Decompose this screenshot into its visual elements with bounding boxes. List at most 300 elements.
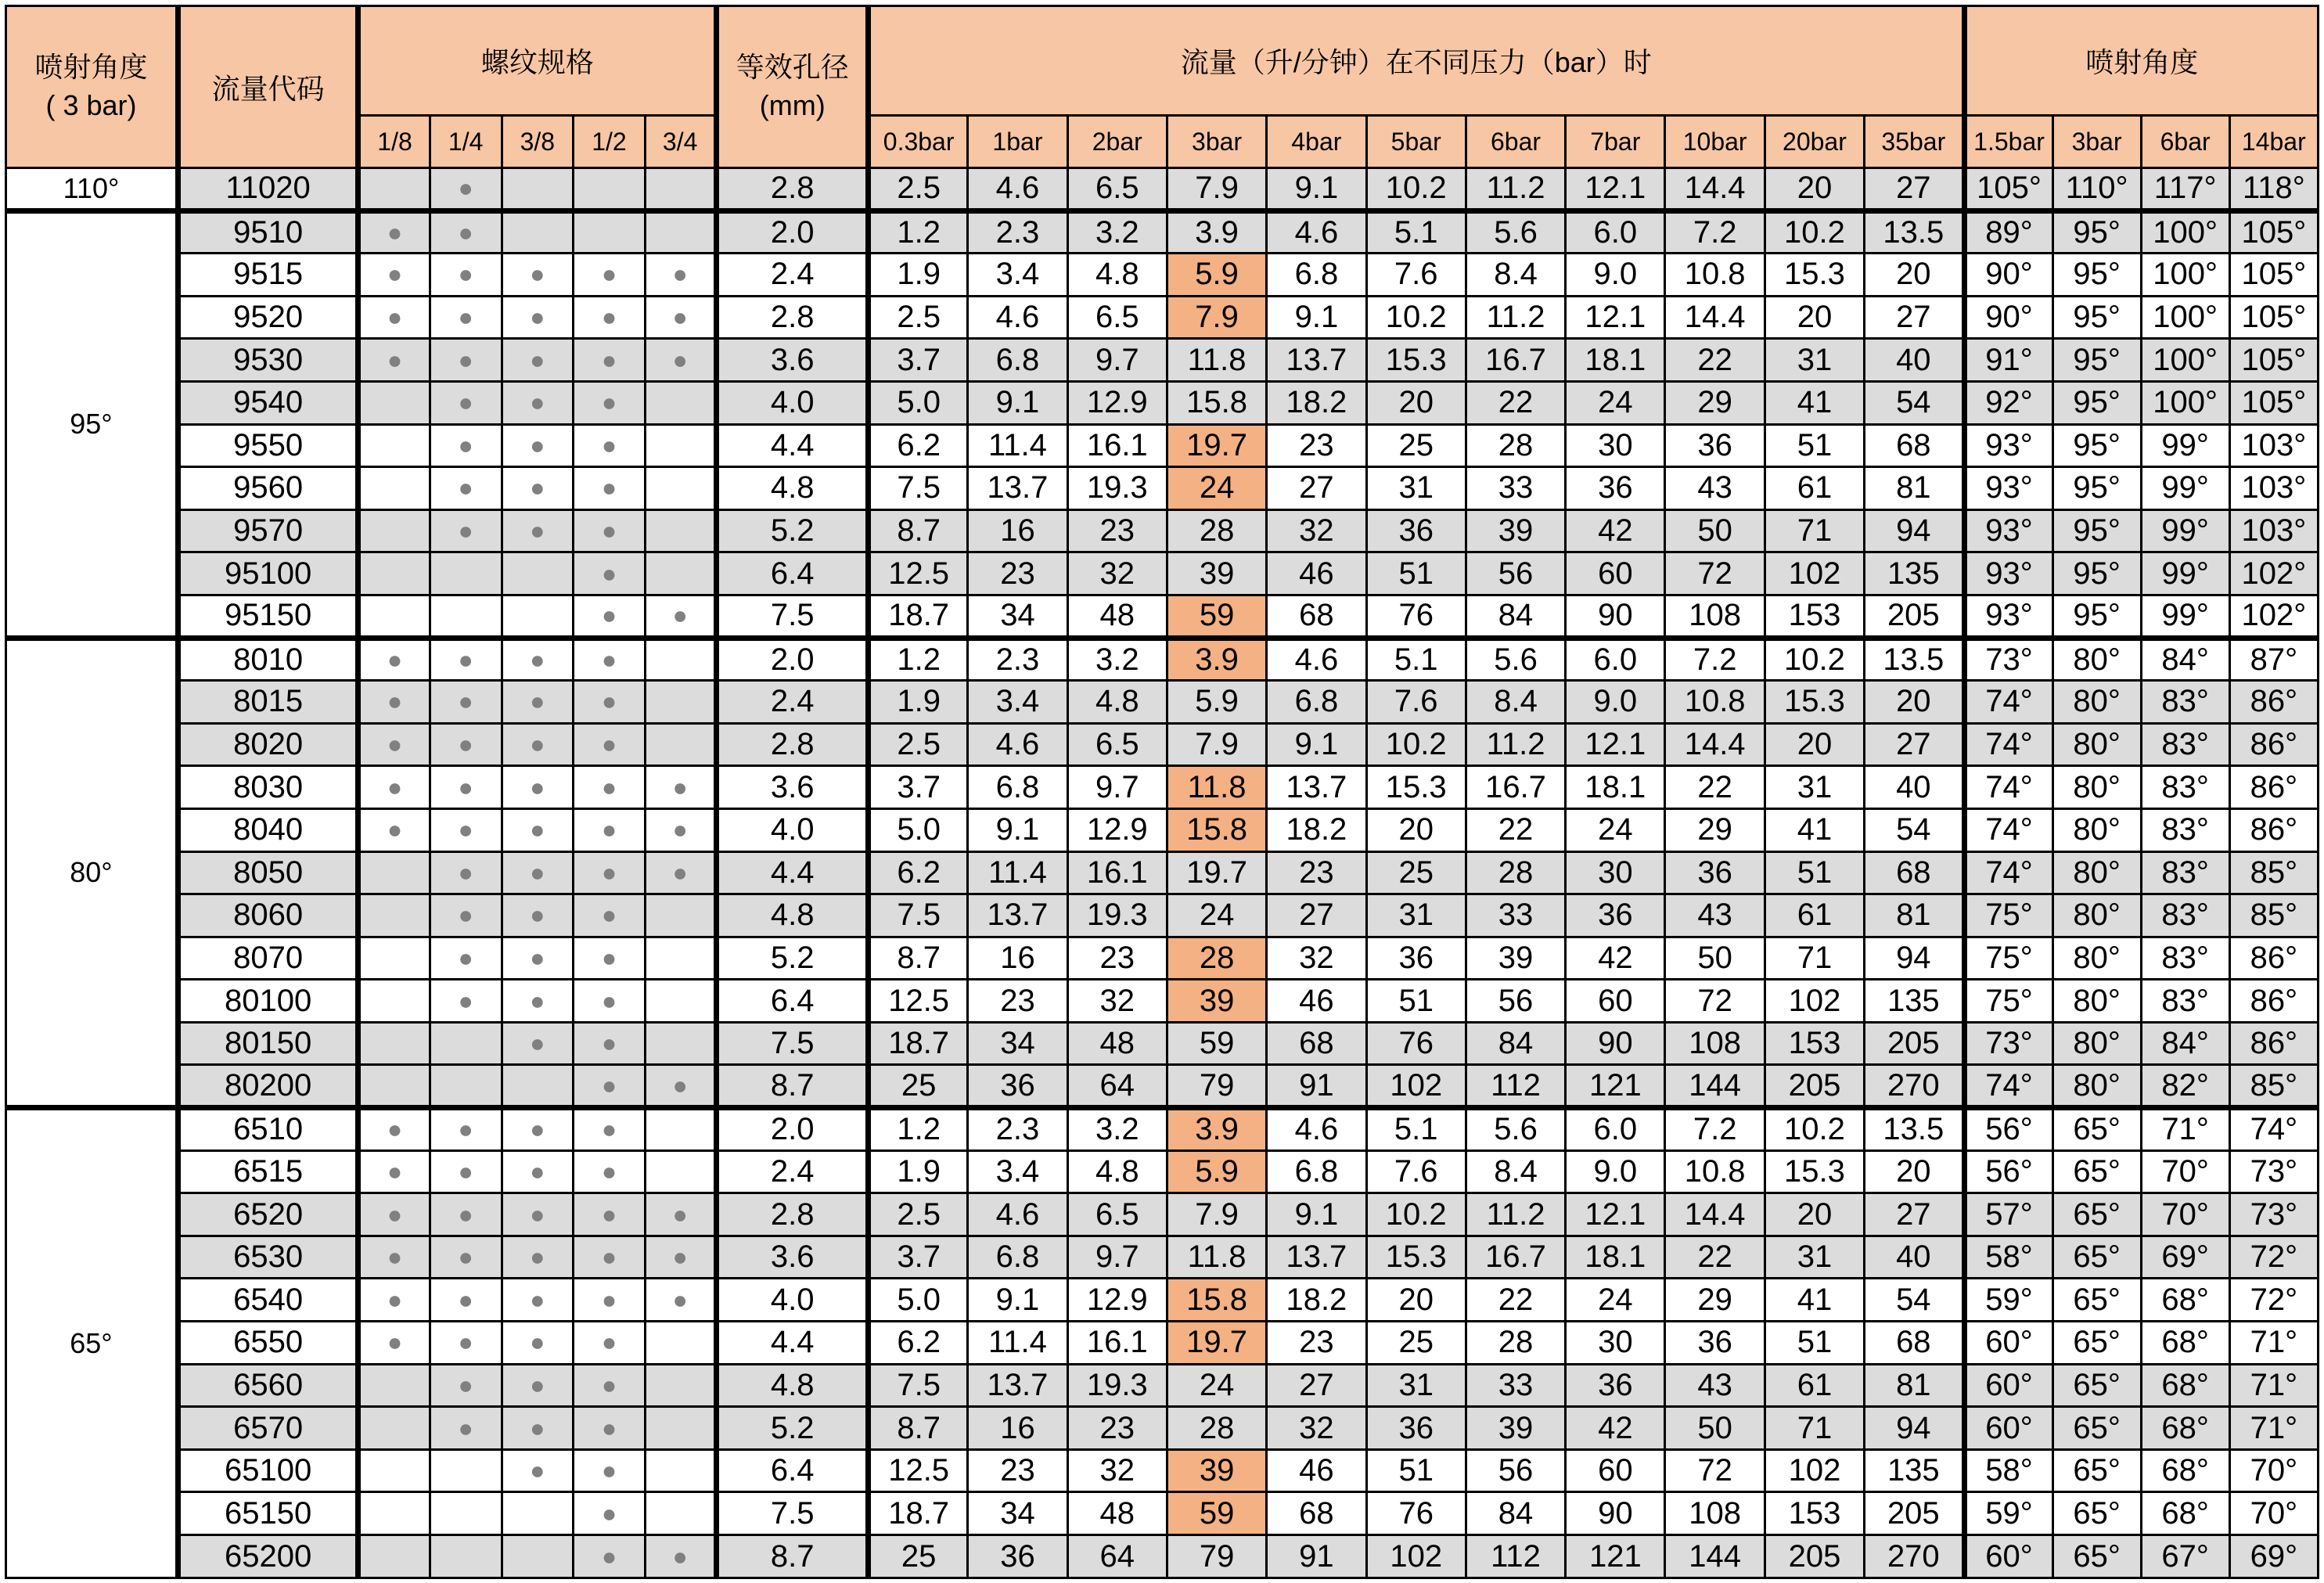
thread-availability-cell: ● [430,681,502,724]
flow-value-cell: 23 [968,980,1067,1023]
spray-angle-value-cell: 99° [2141,509,2229,552]
flow-value-cell: 56 [1466,980,1565,1023]
flow-value-cell: 5.9 [1167,1150,1266,1193]
flow-code-cell: 6560 [178,1364,358,1407]
flow-value-cell: 9.0 [1566,1150,1665,1193]
orifice-cell: 4.0 [717,381,869,424]
thread-availability-cell [358,1535,430,1578]
thread-availability-cell [358,1407,430,1450]
spray-angle-value-cell: 68° [2141,1492,2229,1535]
flow-code-cell: 9540 [178,381,358,424]
flow-value-cell: 15.3 [1366,1236,1466,1279]
flow-value-cell: 5.9 [1167,254,1266,297]
flow-value-cell: 9.1 [1267,1193,1366,1236]
orifice-cell: 4.4 [717,1322,869,1365]
spray-angle-value-cell: 83° [2141,937,2229,980]
flow-value-cell: 46 [1267,980,1366,1023]
flow-value-cell: 12.1 [1566,296,1665,339]
spray-angle-value-cell: 80° [2052,937,2141,980]
thread-availability-cell: ● [574,552,646,595]
thread-size-header: 3/4 [645,116,717,168]
spray-angle-value-cell: 105° [2229,254,2318,297]
flow-value-cell: 7.2 [1665,210,1765,254]
thread-availability-cell: ● [430,638,502,681]
flow-value-cell: 79 [1167,1535,1266,1578]
flow-value-cell: 27 [1267,1364,1366,1407]
flow-value-cell: 15.3 [1765,254,1864,297]
flow-value-cell: 12.1 [1566,723,1665,766]
orifice-cell: 2.0 [717,638,869,681]
spray-angle-value-cell: 60° [1964,1407,2052,1450]
spray-angle-value-cell: 100° [2141,210,2229,254]
spray-angle-value-cell: 59° [1964,1279,2052,1322]
flow-value-cell: 36 [968,1065,1067,1108]
spray-angle-value-cell: 56° [1964,1108,2052,1151]
table-row [6,1322,2319,1365]
thread-availability-cell: ● [502,766,574,809]
flow-value-cell: 11.4 [968,851,1067,894]
flow-value-cell: 3.9 [1167,210,1266,254]
thread-availability-cell [358,1492,430,1535]
flow-value-cell: 8.4 [1466,254,1565,297]
thread-availability-cell [430,552,502,595]
flow-value-cell: 9.1 [968,381,1067,424]
thread-availability-cell: ● [574,381,646,424]
orifice-cell: 4.0 [717,808,869,851]
flow-value-cell: 4.6 [1267,210,1366,254]
flow-value-cell: 42 [1566,937,1665,980]
table-row [6,339,2319,382]
flow-value-cell: 4.8 [1067,254,1167,297]
flow-value-cell: 32 [1267,937,1366,980]
flow-value-cell: 30 [1566,851,1665,894]
flow-value-cell: 3.4 [968,254,1067,297]
thread-availability-cell: ● [430,1193,502,1236]
spray-angle-value-cell: 86° [2229,808,2318,851]
thread-availability-cell: ● [574,808,646,851]
flow-rate-header [868,6,1964,116]
thread-availability-cell: ● [502,1322,574,1365]
thread-availability-cell [645,1022,717,1065]
flow-value-cell: 27 [1865,296,1964,339]
flow-value-cell: 29 [1665,1279,1765,1322]
flow-value-cell: 9.7 [1067,766,1167,809]
spray-angle-value-cell: 95° [2052,339,2141,382]
table-row [6,1449,2319,1492]
flow-value-cell: 10.2 [1366,723,1466,766]
thread-availability-cell: ● [430,168,502,211]
spray-angle-value-cell: 100° [2141,296,2229,339]
flow-value-cell: 6.5 [1067,296,1167,339]
flow-value-cell: 8.4 [1466,1150,1565,1193]
thread-availability-cell: ● [430,894,502,937]
table-row [6,467,2319,510]
thread-availability-cell: ● [430,937,502,980]
thread-availability-cell [358,509,430,552]
flow-value-cell: 68 [1865,1322,1964,1365]
flow-value-cell: 135 [1865,1449,1964,1492]
thread-availability-cell [502,210,574,254]
spray-angle-value-cell: 95° [2052,424,2141,467]
flow-value-cell: 22 [1665,1236,1765,1279]
spray-angle-value-cell: 117° [2141,168,2229,211]
spray-angle-value-cell: 59° [1964,1492,2052,1535]
flow-value-cell: 84 [1466,595,1565,638]
thread-availability-cell [645,424,717,467]
flow-value-cell: 76 [1366,1022,1466,1065]
flow-value-cell: 2.5 [868,296,967,339]
spray-angle-value-cell: 83° [2141,766,2229,809]
thread-availability-cell [645,467,717,510]
thread-availability-cell: ● [574,1535,646,1578]
flow-value-cell: 102 [1366,1065,1466,1108]
spray-angle-value-cell: 86° [2229,681,2318,724]
flow-value-cell: 18.1 [1566,339,1665,382]
thread-availability-cell: ● [430,808,502,851]
thread-availability-cell: ● [502,467,574,510]
spray-angle-value-cell: 93° [1964,424,2052,467]
flow-value-cell: 25 [1366,1322,1466,1365]
spray-angle-value-cell: 69° [2141,1236,2229,1279]
thread-availability-cell [358,595,430,638]
flow-value-cell: 3.9 [1167,638,1266,681]
spray-angle-value-cell: 89° [1964,210,2052,254]
flow-value-cell: 7.2 [1665,1108,1765,1151]
flow-value-cell: 19.7 [1167,1322,1266,1365]
spray-angle-value-cell: 86° [2229,980,2318,1023]
flow-code-cell: 9510 [178,210,358,254]
flow-value-cell: 94 [1865,937,1964,980]
table-row [6,1279,2319,1322]
orifice-cell: 2.4 [717,254,869,297]
flow-value-cell: 23 [1267,1322,1366,1365]
thread-availability-cell: ● [430,509,502,552]
flow-value-cell: 2.3 [968,1108,1067,1151]
flow-value-cell: 10.8 [1665,681,1765,724]
thread-availability-cell: ● [574,894,646,937]
spray-angle-value-cell: 82° [2141,1065,2229,1108]
flow-code-header-text: 流量代码 [211,72,325,105]
thread-availability-cell: ● [502,424,574,467]
flow-value-cell: 3.2 [1067,210,1167,254]
flow-value-cell: 76 [1366,1492,1466,1535]
table-body [6,168,2319,1578]
thread-availability-cell: ● [574,595,646,638]
flow-value-cell: 13.5 [1865,638,1964,681]
spray-angle-value-cell: 68° [2141,1322,2229,1365]
thread-availability-cell [645,1449,717,1492]
flow-value-cell: 94 [1865,509,1964,552]
spray-angle-value-cell: 80° [2052,1022,2141,1065]
spray-angle-value-cell: 68° [2141,1279,2229,1322]
flow-value-cell: 12.5 [868,980,967,1023]
flow-value-cell: 205 [1765,1065,1864,1108]
flow-value-cell: 3.2 [1067,638,1167,681]
spray-angle-value-cell: 86° [2229,1022,2318,1065]
spray-angle-value-cell: 83° [2141,851,2229,894]
thread-availability-cell: ● [574,1236,646,1279]
flow-value-cell: 33 [1466,1364,1565,1407]
thread-availability-cell: ● [502,1407,574,1450]
table-row [6,424,2319,467]
spray-angle-value-cell: 86° [2229,723,2318,766]
spray-angle-value-cell: 67° [2141,1535,2229,1578]
flow-value-cell: 13.7 [968,467,1067,510]
flow-value-cell: 22 [1466,381,1565,424]
orifice-header [717,6,869,168]
flow-value-cell: 60 [1566,552,1665,595]
thread-availability-cell [645,980,717,1023]
orifice-cell: 4.8 [717,894,869,937]
orifice-cell: 2.4 [717,1150,869,1193]
thread-spec-header [358,6,717,116]
thread-availability-cell: ● [358,296,430,339]
flow-value-cell: 144 [1665,1535,1765,1578]
flow-value-cell: 112 [1466,1535,1565,1578]
flow-value-cell: 7.6 [1366,1150,1466,1193]
flow-value-cell: 72 [1665,1449,1765,1492]
flow-value-cell: 7.2 [1665,638,1765,681]
spray-angle-value-cell: 60° [1964,1535,2052,1578]
flow-value-cell: 9.1 [1267,168,1366,211]
flow-code-cell: 9560 [178,467,358,510]
flow-value-cell: 13.7 [968,894,1067,937]
flow-value-cell: 5.6 [1466,638,1565,681]
flow-value-cell: 23 [968,552,1067,595]
orifice-cell: 7.5 [717,1022,869,1065]
flow-value-cell: 50 [1665,1407,1765,1450]
flow-value-cell: 3.2 [1067,1108,1167,1151]
spray-angle-value-cell: 65° [2052,1279,2141,1322]
flow-value-cell: 50 [1665,937,1765,980]
flow-value-cell: 84 [1466,1492,1565,1535]
flow-value-cell: 1.2 [868,1108,967,1151]
flow-value-cell: 28 [1466,424,1565,467]
flow-value-cell: 10.2 [1366,296,1466,339]
orifice-cell: 8.7 [717,1065,869,1108]
spray-angle-value-cell: 90° [1964,296,2052,339]
flow-value-cell: 40 [1865,766,1964,809]
flow-value-cell: 11.2 [1466,1193,1565,1236]
spray-angle-value-cell: 105° [2229,339,2318,382]
flow-code-cell: 8015 [178,681,358,724]
thread-availability-cell [645,1364,717,1407]
flow-value-cell: 6.8 [1267,254,1366,297]
flow-value-cell: 10.2 [1366,168,1466,211]
thread-availability-cell [645,1108,717,1151]
flow-value-cell: 7.5 [868,894,967,937]
thread-availability-cell: ● [358,766,430,809]
spray-angle-value-cell: 103° [2229,509,2318,552]
thread-availability-cell: ● [645,851,717,894]
flow-value-cell: 68 [1267,1022,1366,1065]
thread-availability-cell [645,937,717,980]
flow-value-cell: 5.1 [1366,638,1466,681]
flow-value-cell: 46 [1267,552,1366,595]
thread-availability-cell: ● [430,254,502,297]
thread-availability-cell: ● [358,1193,430,1236]
thread-availability-cell: ● [574,424,646,467]
spray-angle-value-cell: 65° [2052,1322,2141,1365]
spray-angle-value-cell: 83° [2141,980,2229,1023]
flow-value-cell: 20 [1865,681,1964,724]
thread-availability-cell [645,723,717,766]
flow-code-cell: 8060 [178,894,358,937]
thread-availability-cell [358,424,430,467]
thread-availability-cell: ● [502,808,574,851]
flow-value-cell: 23 [1067,509,1167,552]
flow-value-cell: 153 [1765,1022,1864,1065]
thread-availability-cell: ● [358,210,430,254]
flow-code-cell: 9520 [178,296,358,339]
spray-angle-value-cell: 80° [2052,723,2141,766]
flow-value-cell: 24 [1167,894,1266,937]
spray-angle-value-cell: 68° [2141,1407,2229,1450]
flow-value-cell: 51 [1366,1449,1466,1492]
thread-availability-cell [645,1322,717,1365]
flow-value-cell: 28 [1167,1407,1266,1450]
spray-angle-value-cell: 102° [2229,552,2318,595]
spray-angle-value-cell: 58° [1964,1236,2052,1279]
flow-value-cell: 90 [1566,1492,1665,1535]
pressure-header: 2bar [1067,116,1167,168]
flow-code-cell: 9550 [178,424,358,467]
flow-value-cell: 59 [1167,1022,1266,1065]
spray-angle-value-cell: 95° [2052,381,2141,424]
spray-angle-value-cell: 70° [2229,1492,2318,1535]
flow-value-cell: 1.9 [868,1150,967,1193]
flow-value-cell: 27 [1267,467,1366,510]
thread-availability-cell [358,381,430,424]
flow-value-cell: 32 [1267,509,1366,552]
flow-value-cell: 36 [1566,1364,1665,1407]
orifice-cell: 4.4 [717,424,869,467]
thread-availability-cell: ● [430,467,502,510]
spray-angle-value-cell: 58° [1964,1449,2052,1492]
table-row [6,638,2319,681]
spray-angle-value-cell: 74° [2229,1108,2318,1151]
pressure-header: 5bar [1366,116,1466,168]
thread-availability-cell [645,1407,717,1450]
pressure-header: 4bar [1267,116,1366,168]
orifice-cell: 3.6 [717,766,869,809]
flow-value-cell: 11.2 [1466,296,1565,339]
flow-value-cell: 39 [1167,552,1266,595]
table-row [6,254,2319,297]
thread-availability-cell: ● [574,1322,646,1365]
flow-value-cell: 20 [1366,1279,1466,1322]
thread-availability-cell [645,168,717,211]
thread-availability-cell: ● [502,937,574,980]
spray-angle-group-cell: 110° [6,168,178,211]
flow-value-cell: 32 [1067,1449,1167,1492]
flow-value-cell: 13.7 [1267,766,1366,809]
thread-availability-cell: ● [574,1492,646,1535]
flow-value-cell: 31 [1366,894,1466,937]
flow-value-cell: 5.9 [1167,681,1266,724]
spray-angle-value-cell: 83° [2141,894,2229,937]
flow-value-cell: 36 [1665,1322,1765,1365]
flow-value-cell: 13.5 [1865,1108,1964,1151]
thread-availability-cell [502,168,574,211]
spray-angle-value-cell: 71° [2229,1364,2318,1407]
table-row [6,168,2319,211]
flow-value-cell: 6.2 [868,1322,967,1365]
spray-angle-value-cell: 99° [2141,595,2229,638]
flow-value-cell: 18.2 [1267,808,1366,851]
orifice-cell: 7.5 [717,1492,869,1535]
orifice-cell: 2.0 [717,210,869,254]
flow-value-cell: 36 [1566,894,1665,937]
table-row [6,681,2319,724]
flow-value-cell: 7.5 [868,1364,967,1407]
flow-value-cell: 16.7 [1466,766,1565,809]
thread-availability-cell [358,552,430,595]
flow-value-cell: 19.3 [1067,467,1167,510]
flow-value-cell: 12.5 [868,552,967,595]
spray-angle-value-cell: 83° [2141,808,2229,851]
thread-availability-cell: ● [574,851,646,894]
orifice-header-text: 等效孔径 (mm) [736,51,849,121]
flow-code-cell: 80150 [178,1022,358,1065]
thread-availability-cell: ● [574,1279,646,1322]
spray-angle-value-cell: 99° [2141,552,2229,595]
flow-value-cell: 54 [1865,1279,1964,1322]
flow-value-cell: 121 [1566,1535,1665,1578]
flow-value-cell: 6.8 [968,1236,1067,1279]
spray-angle-value-cell: 65° [2052,1449,2141,1492]
spray-angle-value-cell: 95° [2052,210,2141,254]
flow-code-cell: 6540 [178,1279,358,1322]
spray-angle-value-cell: 103° [2229,467,2318,510]
flow-value-cell: 6.2 [868,424,967,467]
flow-value-cell: 28 [1167,509,1266,552]
flow-value-cell: 39 [1167,1449,1266,1492]
spray-angle-value-cell: 99° [2141,467,2229,510]
flow-value-cell: 31 [1765,1236,1864,1279]
spray-angle-value-cell: 73° [2229,1193,2318,1236]
flow-value-cell: 20 [1366,808,1466,851]
orifice-cell: 2.0 [717,1108,869,1151]
spray-angle-value-cell: 75° [1964,980,2052,1023]
spray-angle-value-cell: 80° [2052,894,2141,937]
flow-value-cell: 15.3 [1765,1150,1864,1193]
spray-angle-value-cell: 80° [2052,681,2141,724]
flow-value-cell: 31 [1366,1364,1466,1407]
thread-availability-cell: ● [645,1065,717,1108]
flow-value-cell: 11.8 [1167,766,1266,809]
spray-angle-value-cell: 73° [1964,1022,2052,1065]
thread-availability-cell: ● [502,339,574,382]
thread-size-header: 1/4 [430,116,502,168]
flow-value-cell: 91 [1267,1065,1366,1108]
flow-value-cell: 22 [1665,339,1765,382]
thread-availability-cell: ● [645,595,717,638]
spray-angle-value-cell: 65° [2052,1108,2141,1151]
flow-value-cell: 72 [1665,552,1765,595]
flow-value-cell: 144 [1665,1065,1765,1108]
flow-value-cell: 10.8 [1665,254,1765,297]
thread-availability-cell: ● [430,1407,502,1450]
spray-angle-value-cell: 68° [2141,1449,2229,1492]
spray-angle-value-cell: 70° [2229,1449,2318,1492]
spray-angle-value-cell: 75° [1964,937,2052,980]
table-row [6,894,2319,937]
flow-value-cell: 3.7 [868,766,967,809]
flow-value-cell: 51 [1765,424,1864,467]
thread-availability-cell: ● [502,723,574,766]
orifice-cell: 7.5 [717,595,869,638]
